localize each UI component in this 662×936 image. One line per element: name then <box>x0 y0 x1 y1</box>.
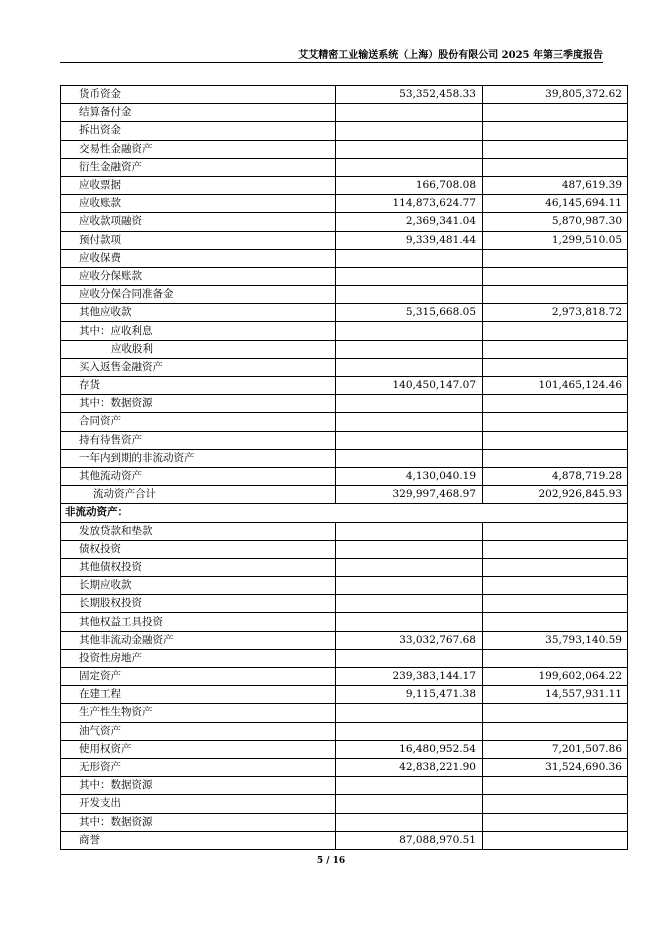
row-prior-period-value <box>483 449 628 467</box>
row-current-period-value: 239,383,144.17 <box>336 668 483 686</box>
row-label: 非流动资产： <box>61 504 628 522</box>
table-row <box>61 358 628 376</box>
table-row <box>61 140 628 158</box>
row-label: 货币资金 <box>61 86 336 104</box>
row-label: 油气资产 <box>61 722 336 740</box>
row-current-period-value: 140,450,147.07 <box>336 377 483 395</box>
page-number: 5 / 16 <box>316 856 346 866</box>
row-prior-period-value <box>483 122 628 140</box>
row-prior-period-value: 7,201,507.86 <box>483 740 628 758</box>
row-prior-period-value: 39,805,372.62 <box>483 86 628 104</box>
table-row <box>61 267 628 285</box>
row-current-period-value: 53,352,458.33 <box>336 86 483 104</box>
table-row <box>61 795 628 813</box>
table-row <box>61 722 628 740</box>
row-current-period-value: 87,088,970.51 <box>336 831 483 849</box>
row-label: 合同资产 <box>61 413 336 431</box>
row-current-period-value: 9,115,471.38 <box>336 686 483 704</box>
row-label: 其中：数据资源 <box>61 395 336 413</box>
table-row <box>61 86 628 104</box>
row-label: 预付款项 <box>61 231 336 249</box>
row-current-period-value <box>336 395 483 413</box>
table-row <box>61 122 628 140</box>
row-current-period-value: 42,838,221.90 <box>336 758 483 776</box>
row-prior-period-value <box>483 704 628 722</box>
table-row <box>61 304 628 322</box>
row-prior-period-value: 199,602,064.22 <box>483 668 628 686</box>
row-label: 在建工程 <box>61 686 336 704</box>
row-prior-period-value: 202,926,845.93 <box>483 486 628 504</box>
row-label: 其他非流动金融资产 <box>61 631 336 649</box>
row-current-period-value <box>336 649 483 667</box>
table-row <box>61 104 628 122</box>
table-row <box>61 286 628 304</box>
row-prior-period-value <box>483 831 628 849</box>
row-prior-period-value <box>483 413 628 431</box>
row-prior-period-value: 14,557,931.11 <box>483 686 628 704</box>
row-current-period-value <box>336 140 483 158</box>
table-row <box>61 195 628 213</box>
table-row <box>61 395 628 413</box>
row-prior-period-value <box>483 322 628 340</box>
table-row <box>61 486 628 504</box>
row-prior-period-value <box>483 158 628 176</box>
table-row <box>61 813 628 831</box>
table-row <box>61 377 628 395</box>
row-prior-period-value <box>483 577 628 595</box>
row-label: 流动资产合计 <box>61 486 336 504</box>
row-current-period-value <box>336 522 483 540</box>
row-label: 开发支出 <box>61 795 336 813</box>
row-label: 应收款项融资 <box>61 213 336 231</box>
table-row <box>61 213 628 231</box>
row-label: 发放贷款和垫款 <box>61 522 336 540</box>
row-prior-period-value <box>483 540 628 558</box>
table-row <box>61 467 628 485</box>
table-row <box>61 158 628 176</box>
row-current-period-value: 114,873,624.77 <box>336 195 483 213</box>
row-label: 衍生金融资产 <box>61 158 336 176</box>
row-label: 债权投资 <box>61 540 336 558</box>
row-prior-period-value <box>483 104 628 122</box>
row-current-period-value <box>336 104 483 122</box>
row-current-period-value: 5,315,668.05 <box>336 304 483 322</box>
row-current-period-value <box>336 286 483 304</box>
row-label: 应收账款 <box>61 195 336 213</box>
row-label: 一年内到期的非流动资产 <box>61 449 336 467</box>
row-prior-period-value: 4,878,719.28 <box>483 467 628 485</box>
row-label: 应收分保合同准备金 <box>61 286 336 304</box>
table-row <box>61 613 628 631</box>
row-current-period-value: 329,997,468.97 <box>336 486 483 504</box>
row-current-period-value <box>336 122 483 140</box>
table-row <box>61 504 628 522</box>
row-label: 存货 <box>61 377 336 395</box>
row-label: 其中：数据资源 <box>61 777 336 795</box>
table-row <box>61 649 628 667</box>
row-label: 应收股利 <box>61 340 336 358</box>
table-row <box>61 686 628 704</box>
row-label: 长期应收款 <box>61 577 336 595</box>
table-row <box>61 340 628 358</box>
row-current-period-value <box>336 322 483 340</box>
row-label: 其他流动资产 <box>61 467 336 485</box>
row-current-period-value: 166,708.08 <box>336 176 483 194</box>
row-prior-period-value <box>483 395 628 413</box>
row-prior-period-value <box>483 249 628 267</box>
balance-sheet-body <box>61 86 628 850</box>
row-label: 其中：应收利息 <box>61 322 336 340</box>
row-current-period-value <box>336 795 483 813</box>
table-row <box>61 558 628 576</box>
row-label: 应收票据 <box>61 176 336 194</box>
row-prior-period-value <box>483 267 628 285</box>
table-row <box>61 431 628 449</box>
row-current-period-value <box>336 777 483 795</box>
row-current-period-value <box>336 595 483 613</box>
table-row <box>61 758 628 776</box>
row-prior-period-value <box>483 522 628 540</box>
row-current-period-value <box>336 577 483 595</box>
row-current-period-value <box>336 249 483 267</box>
table-row <box>61 668 628 686</box>
table-row <box>61 322 628 340</box>
table-row <box>61 577 628 595</box>
row-current-period-value: 9,339,481.44 <box>336 231 483 249</box>
row-label: 长期股权投资 <box>61 595 336 613</box>
row-current-period-value <box>336 158 483 176</box>
row-prior-period-value <box>483 777 628 795</box>
row-label: 商誉 <box>61 831 336 849</box>
header-divider <box>60 62 603 63</box>
table-row <box>61 831 628 849</box>
table-row <box>61 249 628 267</box>
table-row <box>61 522 628 540</box>
row-label: 其他权益工具投资 <box>61 613 336 631</box>
row-label: 投资性房地产 <box>61 649 336 667</box>
row-prior-period-value <box>483 431 628 449</box>
row-prior-period-value <box>483 649 628 667</box>
row-prior-period-value <box>483 358 628 376</box>
row-prior-period-value: 46,145,694.11 <box>483 195 628 213</box>
row-prior-period-value <box>483 795 628 813</box>
row-label: 其他应收款 <box>61 304 336 322</box>
row-label: 应收分保账款 <box>61 267 336 285</box>
row-prior-period-value: 1,299,510.05 <box>483 231 628 249</box>
row-current-period-value <box>336 358 483 376</box>
row-current-period-value: 16,480,952.54 <box>336 740 483 758</box>
row-current-period-value <box>336 613 483 631</box>
row-label: 持有待售资产 <box>61 431 336 449</box>
row-prior-period-value <box>483 558 628 576</box>
row-label: 交易性金融资产 <box>61 140 336 158</box>
row-prior-period-value: 31,524,690.36 <box>483 758 628 776</box>
row-current-period-value <box>336 558 483 576</box>
row-label: 使用权资产 <box>61 740 336 758</box>
row-label: 生产性生物资产 <box>61 704 336 722</box>
table-row <box>61 540 628 558</box>
row-label: 其他债权投资 <box>61 558 336 576</box>
table-row <box>61 595 628 613</box>
row-current-period-value <box>336 722 483 740</box>
row-label: 固定资产 <box>61 668 336 686</box>
row-current-period-value <box>336 267 483 285</box>
row-prior-period-value <box>483 340 628 358</box>
row-prior-period-value <box>483 722 628 740</box>
table-row <box>61 631 628 649</box>
table-row <box>61 231 628 249</box>
row-current-period-value <box>336 449 483 467</box>
row-current-period-value: 33,032,767.68 <box>336 631 483 649</box>
row-current-period-value: 4,130,040.19 <box>336 467 483 485</box>
row-prior-period-value <box>483 140 628 158</box>
table-row <box>61 740 628 758</box>
row-prior-period-value: 5,870,987.30 <box>483 213 628 231</box>
row-label: 无形资产 <box>61 758 336 776</box>
row-prior-period-value <box>483 813 628 831</box>
row-prior-period-value: 35,793,140.59 <box>483 631 628 649</box>
row-current-period-value <box>336 340 483 358</box>
row-current-period-value <box>336 413 483 431</box>
row-label: 拆出资金 <box>61 122 336 140</box>
row-current-period-value <box>336 540 483 558</box>
row-current-period-value <box>336 813 483 831</box>
row-current-period-value: 2,369,341.04 <box>336 213 483 231</box>
row-label: 其中：数据资源 <box>61 813 336 831</box>
table-row <box>61 176 628 194</box>
row-label: 结算备付金 <box>61 104 336 122</box>
balance-sheet-table <box>60 85 628 850</box>
row-current-period-value <box>336 431 483 449</box>
row-prior-period-value: 2,973,818.72 <box>483 304 628 322</box>
row-label: 应收保费 <box>61 249 336 267</box>
row-label: 买入返售金融资产 <box>61 358 336 376</box>
table-row <box>61 413 628 431</box>
row-prior-period-value <box>483 286 628 304</box>
table-row <box>61 704 628 722</box>
row-current-period-value <box>336 704 483 722</box>
report-header: 艾艾精密工业输送系统（上海）股份有限公司 2025 年第三季度报告 <box>298 50 603 61</box>
row-prior-period-value <box>483 595 628 613</box>
table-row <box>61 777 628 795</box>
row-prior-period-value: 101,465,124.46 <box>483 377 628 395</box>
row-prior-period-value: 487,619.39 <box>483 176 628 194</box>
table-row <box>61 449 628 467</box>
row-prior-period-value <box>483 613 628 631</box>
